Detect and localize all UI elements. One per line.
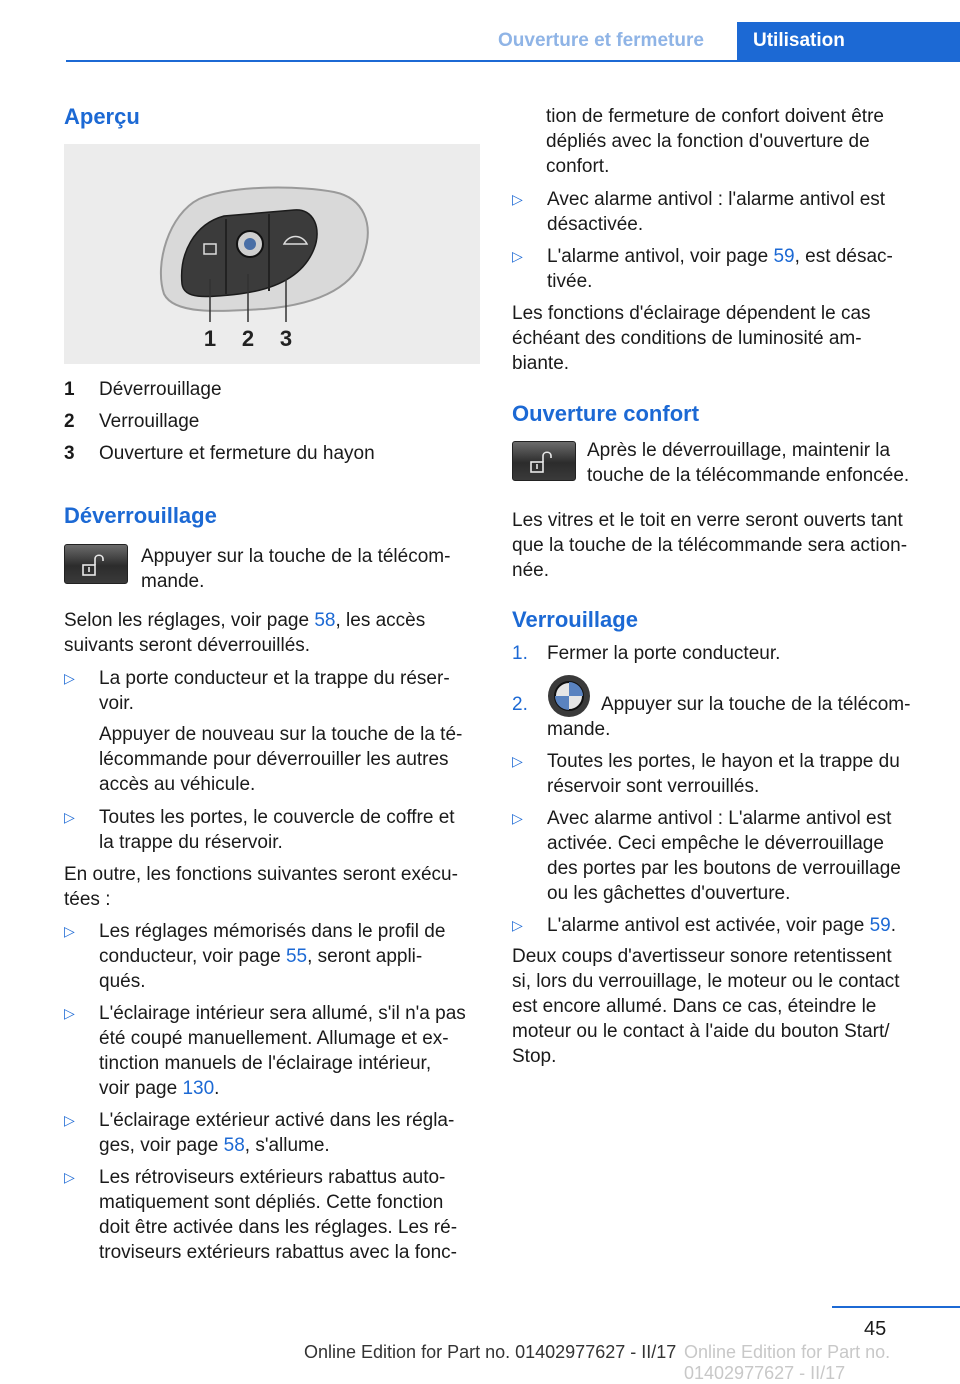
text-line: lécommande pour déverrouiller les autres	[99, 749, 449, 770]
triangle-bullet-icon: ▷	[512, 917, 523, 933]
text-line: réservoir sont verrouillés.	[547, 776, 760, 797]
text-line: doit être activée dans les réglages. Les ré‐	[99, 1217, 458, 1238]
lock-heading: Verrouillage	[512, 607, 638, 632]
text-line: Les vitres et le toit en verre seront ouverts tant	[512, 510, 903, 531]
unlock-button-icon	[64, 544, 128, 584]
text-line	[99, 1133, 480, 1158]
page-header	[0, 0, 960, 62]
step-number: 1.	[512, 643, 528, 664]
text-line: qués.	[99, 971, 146, 992]
bullet-text	[547, 187, 928, 237]
text-line: si, lors du verrouillage, le moteur ou le contact	[512, 971, 900, 992]
text-line: En outre, les fonctions suivantes seront exécu‐	[64, 864, 458, 885]
footer-edition: Online Edition for Part no. 01402977627 - II/17	[304, 1342, 677, 1362]
text-line: touche de la télécommande enfoncée.	[587, 465, 910, 486]
footer-rule	[832, 1306, 960, 1308]
unlock-button-icon	[512, 441, 576, 481]
text-line: activée. Ceci empêche le déverrouillage	[547, 833, 884, 854]
bullet-text	[99, 1108, 480, 1158]
unlock-heading: Déverrouillage	[64, 503, 217, 528]
text-line	[547, 244, 928, 269]
text-line: mande.	[547, 719, 611, 740]
triangle-bullet-icon: ▷	[512, 810, 523, 826]
windows-paragraph	[512, 508, 928, 583]
header-chapter-tab: Utilisation	[737, 22, 960, 62]
overview-heading: Aperçu	[64, 104, 140, 129]
text-span: L'alarme antivol, voir page	[547, 246, 774, 267]
text-line: Toutes les portes, le hayon et la trappe du	[547, 751, 900, 772]
text-line	[547, 913, 928, 938]
text-line: désactivée.	[547, 214, 644, 235]
text-line: tinction manuels de l'éclairage intérieur,	[99, 1053, 432, 1074]
header-section-title: Ouverture et fermeture	[498, 30, 704, 51]
page-link-58[interactable]: 58	[223, 1135, 245, 1156]
text-span: conducteur, voir page	[99, 946, 286, 967]
legend-number: 3	[64, 443, 75, 464]
watermark: Online Edition for Part no. 01402977627 - II/17	[684, 1342, 891, 1383]
text-line: Stop.	[512, 1046, 557, 1067]
bullet-text	[547, 749, 928, 799]
text-line: matiquement sont dépliés. Cette fonction	[99, 1192, 444, 1213]
legend-text: Ouverture et fermeture du hayon	[99, 443, 375, 464]
text-span: voir page	[99, 1078, 183, 1099]
step-text	[547, 692, 928, 742]
text-line: Après le déverrouillage, maintenir la	[587, 440, 891, 461]
bullet-text	[99, 805, 480, 855]
text-line: Appuyer sur la touche de la télécom‐	[141, 546, 451, 567]
page-link-59[interactable]: 59	[869, 915, 891, 936]
bullet-text	[99, 1165, 480, 1265]
page-link-59[interactable]: 59	[773, 246, 795, 267]
text-span: ges, voir page	[99, 1135, 224, 1156]
text-line: Avec alarme antivol : l'alarme antivol est	[547, 189, 886, 210]
text-line: La porte conducteur et la trappe du réser‐	[99, 668, 450, 689]
text-line: L'éclairage intérieur sera allumé, s'il n'a pas	[99, 1003, 466, 1024]
text-line: Deux coups d'avertisseur sonore retentissent	[512, 946, 892, 967]
text-line	[99, 1076, 480, 1101]
bullet-continuation	[546, 104, 928, 179]
text-line: Toutes les portes, le couvercle de coffre et	[99, 807, 455, 828]
legend-number: 1	[64, 379, 75, 400]
triangle-bullet-icon: ▷	[64, 670, 75, 686]
header-rule	[66, 60, 960, 62]
horn-paragraph	[512, 944, 928, 1069]
legend-text: Déverrouillage	[99, 379, 222, 400]
lighting-paragraph	[512, 301, 928, 376]
text-span: , les accès	[335, 610, 426, 631]
text-line: mande.	[141, 571, 205, 592]
triangle-bullet-icon: ▷	[64, 923, 75, 939]
text-span: .	[214, 1078, 220, 1099]
text-line	[99, 944, 480, 969]
page-link-58[interactable]: 58	[314, 610, 336, 631]
text-line: née.	[512, 560, 549, 581]
bullet-text	[99, 919, 480, 994]
step-text: Fermer la porte conducteur.	[547, 643, 781, 664]
text-line: biante.	[512, 353, 570, 374]
text-span: , seront appli‐	[307, 946, 423, 967]
figure-label-3: 3	[279, 326, 293, 351]
text-line: accès au véhicule.	[99, 774, 256, 795]
bmw-logo-icon	[547, 674, 591, 718]
triangle-bullet-icon: ▷	[64, 1112, 75, 1128]
triangle-bullet-icon: ▷	[512, 191, 523, 207]
text-line: tion de fermeture de confort doivent être	[546, 106, 884, 127]
text-span: Appuyer sur la touche de la télécom‐	[601, 694, 911, 715]
page-link-55[interactable]: 55	[285, 946, 308, 967]
settings-paragraph	[64, 608, 480, 658]
text-line: confort.	[546, 156, 610, 177]
text-span: .	[890, 915, 896, 936]
key-fob-illustration	[64, 144, 480, 364]
text-line: Les réglages mémorisés dans le profil de	[99, 921, 446, 942]
text-line: moteur ou le contact à l'aide du bouton Start/	[512, 1021, 890, 1042]
text-span: , s'allume.	[244, 1135, 330, 1156]
triangle-bullet-icon: ▷	[64, 809, 75, 825]
more-functions-paragraph	[64, 862, 480, 912]
text-line: voir.	[99, 693, 134, 714]
text-line: tivée.	[547, 271, 593, 292]
comfort-heading: Ouverture confort	[512, 401, 700, 426]
legend-number: 2	[64, 411, 75, 432]
text-line	[547, 692, 928, 717]
text-span: Selon les réglages, voir page	[64, 610, 315, 631]
key-fob-figure	[64, 144, 480, 364]
figure-label-1: 1	[203, 326, 217, 351]
text-line: tées :	[64, 889, 111, 910]
bullet-text	[99, 1001, 480, 1101]
legend-text: Verrouillage	[99, 411, 200, 432]
text-span: L'alarme antivol est activée, voir page	[547, 915, 870, 936]
text-line: Avec alarme antivol : L'alarme antivol est	[547, 808, 892, 829]
text-line: Les rétroviseurs extérieurs rabattus auto‐	[99, 1167, 446, 1188]
triangle-bullet-icon: ▷	[64, 1005, 75, 1021]
text-line: la trappe du réservoir.	[99, 832, 283, 853]
text-line: dépliés avec la fonction d'ouverture de	[546, 131, 870, 152]
bullet-text	[99, 666, 480, 797]
text-span: , est désac‐	[794, 246, 893, 267]
text-line	[64, 608, 480, 633]
bullet-text	[547, 244, 928, 294]
step-number: 2.	[512, 694, 528, 715]
triangle-bullet-icon: ▷	[512, 753, 523, 769]
figure-label-2: 2	[241, 326, 255, 351]
triangle-bullet-icon: ▷	[64, 1169, 75, 1185]
page-link-130[interactable]: 130	[182, 1078, 215, 1099]
text-line: est encore allumé. Dans ce cas, éteindre le	[512, 996, 877, 1017]
text-line: Appuyer de nouveau sur la touche de la té‐	[99, 724, 463, 745]
text-line: ou les gâchettes d'ouverture.	[547, 883, 791, 904]
text-line: échéant des conditions de luminosité am‐	[512, 328, 862, 349]
text-line: Les fonctions d'éclairage dépendent le cas	[512, 303, 871, 324]
page-number: 45	[864, 1318, 887, 1340]
text-line: troviseurs extérieurs rabattus avec la fonc‐	[99, 1242, 457, 1263]
text-line: que la touche de la télécommande sera action‐	[512, 535, 908, 556]
bullet-text	[547, 806, 928, 906]
text-line: été coupé manuellement. Allumage et ex‐	[99, 1028, 449, 1049]
triangle-bullet-icon: ▷	[512, 248, 523, 264]
unlock-intro	[141, 544, 480, 594]
text-line: des portes par les boutons de verrouillage	[547, 858, 901, 879]
text-line: L'éclairage extérieur activé dans les régla‐	[99, 1110, 455, 1131]
text-line: suivants seront déverrouillés.	[64, 635, 311, 656]
comfort-intro	[587, 438, 932, 488]
